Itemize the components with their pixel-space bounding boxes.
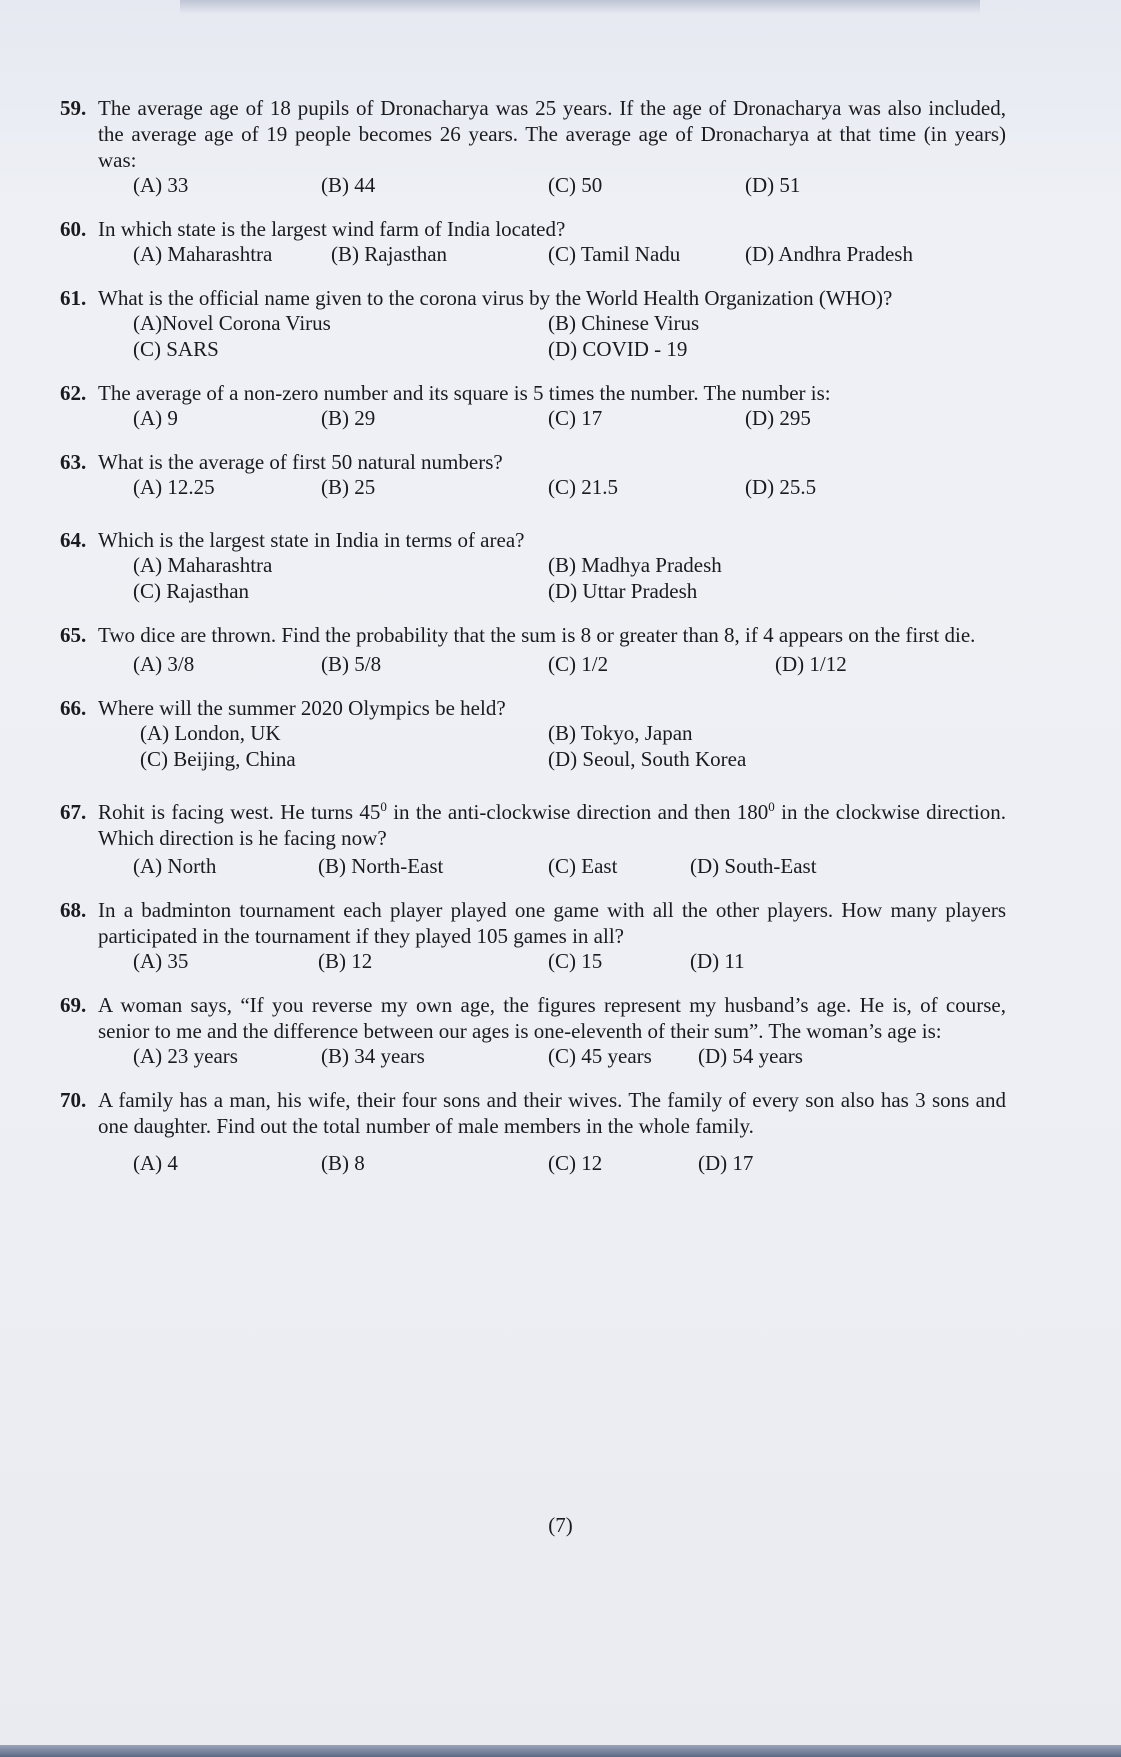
option-c: (C) 45 years (548, 1044, 652, 1068)
option-b: (B) Madhya Pradesh (548, 553, 722, 577)
options (133, 553, 1006, 605)
options (133, 311, 1006, 363)
scan-edge (0, 1745, 1121, 1757)
question-number: 66. (60, 696, 87, 720)
question-70 (60, 1087, 1006, 1177)
option-b: (B) Tokyo, Japan (548, 721, 693, 745)
options (133, 242, 1006, 268)
option-b: (B) 5/8 (321, 652, 382, 676)
question-number: 67. (60, 800, 87, 824)
option-d: (D) 54 years (698, 1044, 803, 1068)
option-d: (D) COVID - 19 (548, 337, 688, 361)
option-d: (D) South-East (690, 854, 817, 878)
option-c: (C) Beijing, China (140, 747, 296, 771)
option-b: (B) 8 (321, 1151, 365, 1175)
question-text: What is the average of first 50 natural numbers? (98, 450, 503, 474)
question-number: 62. (60, 381, 87, 405)
question-66 (60, 695, 1006, 773)
question-68 (60, 897, 1006, 975)
question-69 (60, 992, 1006, 1070)
options (133, 949, 1006, 975)
option-a: (A) Maharashtra (133, 242, 273, 266)
options (133, 173, 1006, 199)
option-c: (C) 12 (548, 1151, 603, 1175)
question-number: 64. (60, 528, 87, 552)
question-text: The average of a non-zero number and its square is 5 times the number. The number is: (98, 381, 831, 405)
option-d: (D) Uttar Pradesh (548, 579, 698, 603)
question-text: Where will the summer 2020 Olympics be held? (98, 696, 506, 720)
question-number: 65. (60, 623, 87, 647)
question-text: In which state is the largest wind farm of India located? (98, 217, 566, 241)
option-a: (A) 4 (133, 1151, 178, 1175)
question-text: A family has a man, his wife, their four sons and their wives. The family of every son also has 3 sons and one daughter. Find out the total number of male members in the whole family. (98, 1088, 1006, 1138)
option-c: (C) East (548, 854, 618, 878)
option-b: (B) Chinese Virus (548, 311, 700, 335)
option-c: (C) Rajasthan (133, 579, 250, 603)
option-b: (B) North-East (318, 854, 444, 878)
option-d: (D) 295 (745, 406, 811, 430)
option-a: (A) 12.25 (133, 475, 215, 499)
option-c: (C) SARS (133, 337, 219, 361)
question-67 (60, 799, 1006, 880)
options (133, 1044, 1006, 1070)
option-a: (A) 33 (133, 173, 189, 197)
option-a: (A) 3/8 (133, 652, 195, 676)
scan-shadow (180, 0, 980, 14)
option-c: (C) 17 (548, 406, 603, 430)
question-65 (60, 622, 1006, 678)
options (133, 1151, 1006, 1177)
option-c: (C) 21.5 (548, 475, 618, 499)
option-d: (D) 17 (698, 1151, 754, 1175)
option-b: (B) 29 (321, 406, 376, 430)
options (133, 406, 1006, 432)
question-number: 70. (60, 1088, 87, 1112)
question-text: Rohit is facing west. He turns $45^0$ in the anti-clockwise direction and then $180^0$ in the clockwise direction. Which direction is he facing now? (98, 799, 1006, 850)
option-b: (B) 12 (318, 949, 373, 973)
option-c: (C) 15 (548, 949, 603, 973)
question-number: 69. (60, 993, 87, 1017)
option-a: (A)Novel Corona Virus (133, 311, 331, 335)
option-b: (B) 44 (321, 173, 376, 197)
question-number: 59. (60, 96, 87, 120)
question-number: 63. (60, 450, 87, 474)
question-text: What is the official name given to the corona virus by the World Health Organization (WHO)? (98, 286, 893, 310)
question-number: 61. (60, 286, 87, 310)
option-a: (A) North (133, 854, 217, 878)
question-text: The average age of 18 pupils of Dronacharya was 25 years. If the age of Dronacharya was also included, the average age of 19 people becomes 26 years. The average age of Dronacharya at that time (in years) was: (98, 96, 1006, 172)
question-60 (60, 216, 1006, 268)
question-number: 60. (60, 217, 87, 241)
option-d: (D) 1/12 (775, 652, 847, 676)
option-d: (D) 25.5 (745, 475, 817, 499)
option-b: (B) 25 (321, 475, 376, 499)
question-text: Two dice are thrown. Find the probability that the sum is 8 or greater than 8, if 4 appears on the first die. (98, 623, 976, 647)
question-64 (60, 527, 1006, 605)
option-a: (A) 9 (133, 406, 178, 430)
question-59 (60, 95, 1006, 199)
page-number: (7) (548, 1513, 573, 1537)
options (133, 652, 1006, 678)
question-61 (60, 285, 1006, 363)
option-c: (C) 50 (548, 173, 603, 197)
option-a: (A) 23 years (133, 1044, 238, 1068)
question-list (60, 95, 1006, 1194)
options (133, 475, 1006, 501)
option-b: (B) 34 years (321, 1044, 425, 1068)
option-a: (A) Maharashtra (133, 553, 273, 577)
option-c: (C) 1/2 (548, 652, 609, 676)
option-b: (B) Rajasthan (331, 242, 448, 266)
options (133, 854, 1006, 880)
option-a: (A) London, UK (140, 721, 281, 745)
question-text: Which is the largest state in India in terms of area? (98, 528, 525, 552)
question-63 (60, 449, 1006, 501)
question-text: A woman says, “If you reverse my own age, the figures represent my husband’s age. He is, of course, senior to me and the difference between our ages is one-eleventh of their sum”. The woman’s age is: (98, 993, 1006, 1043)
question-number: 68. (60, 898, 87, 922)
option-c: (C) Tamil Nadu (548, 242, 681, 266)
question-62 (60, 380, 1006, 432)
options (140, 721, 1006, 773)
question-text: In a badminton tournament each player played one game with all the other players. How many players participated in the tournament if they played 105 games in all? (98, 898, 1006, 948)
option-d: (D) Seoul, South Korea (548, 747, 747, 771)
option-d: (D) 11 (690, 949, 745, 973)
option-a: (A) 35 (133, 949, 189, 973)
option-d: (D) 51 (745, 173, 801, 197)
option-d: (D) Andhra Pradesh (745, 242, 913, 266)
